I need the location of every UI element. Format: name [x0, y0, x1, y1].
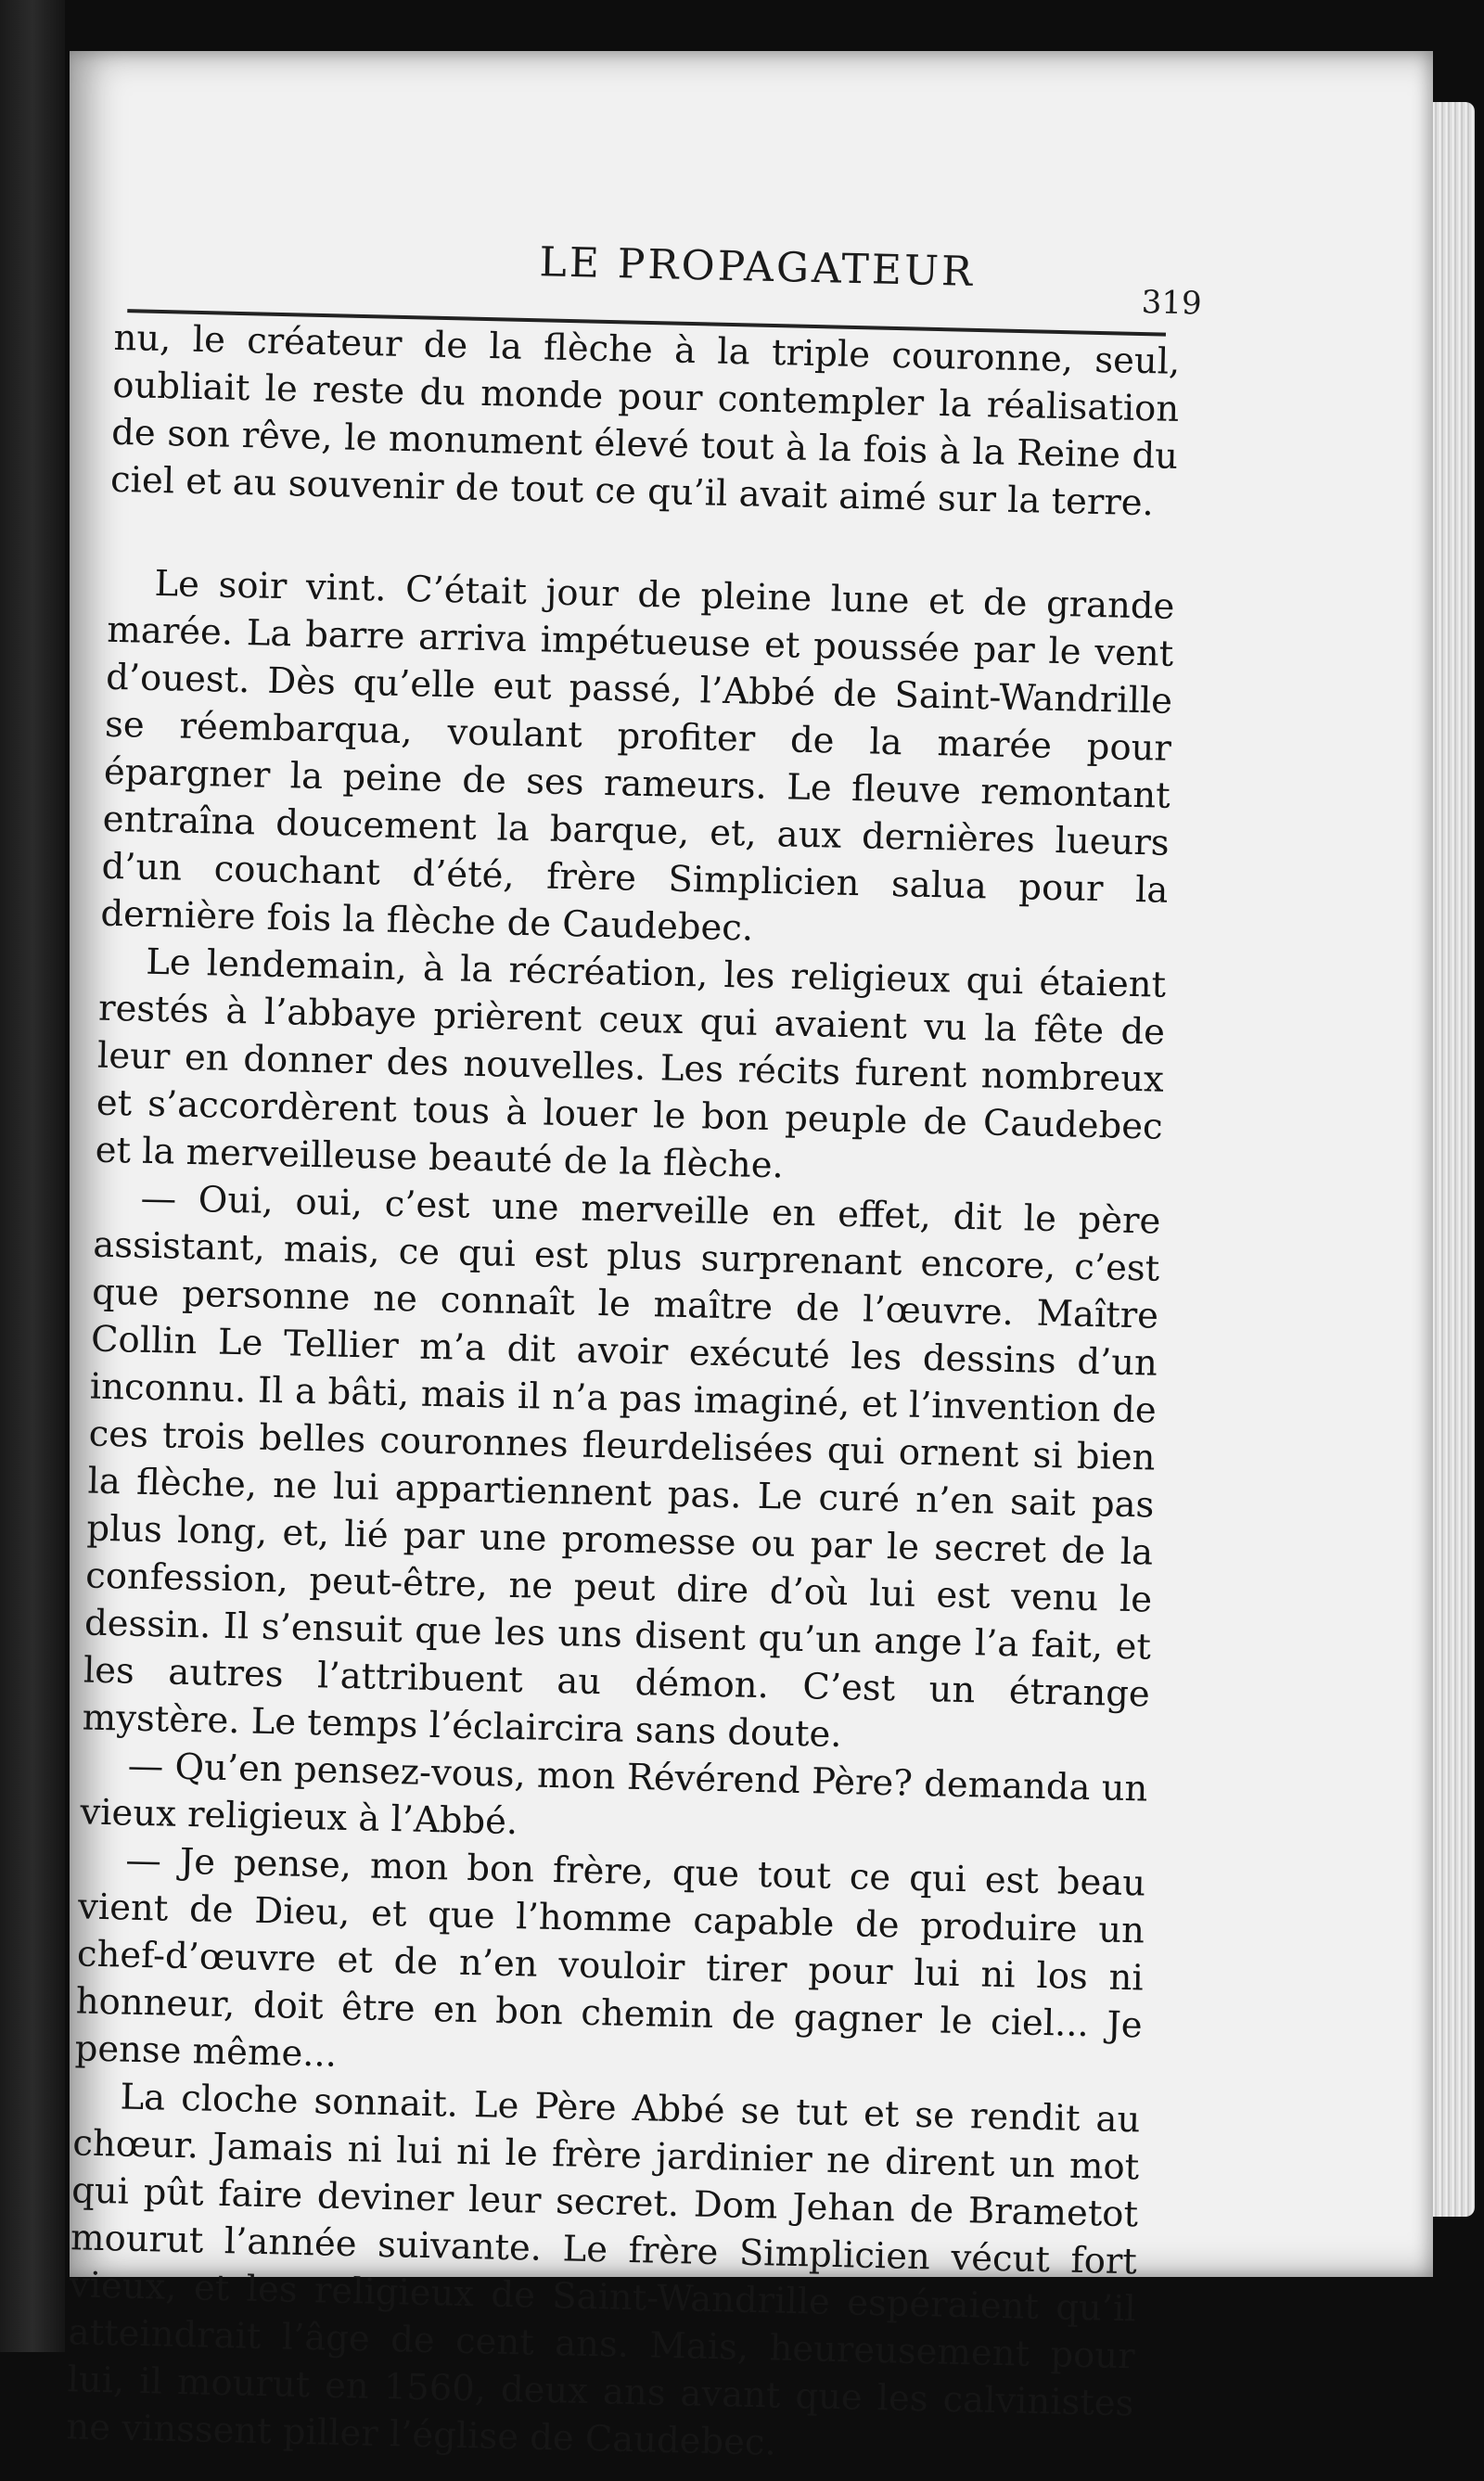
body-text — [66, 314, 1181, 2475]
paragraph-1: nu, le créateur de la flèche à la triple couronne, seul, oubliait le reste du monde pour contempler la réalisation de son rêve, le monument élevé tout à la fois à la Reine du ciel et au souvenir de tout ce qu’il avait aimé sur la terre. — [109, 316, 1181, 525]
paragraph-2: Le soir vint. C’était jour de pleine lune et de grande marée. La barre arriva impétueuse et poussée par le vent d’ouest. Dès qu’elle eut passé, l’Abbé de Saint-Wandrille se réembarqua, voulant profiter de la marée pour épargner la peine de ses rameurs. Le fleuve remontant entraîna doucement la barque, et, aux dernières lueurs d’un couchant d’été, frère Simplicien salua pour la dernière fois la flèche de Caudebec. — [100, 562, 1175, 950]
paragraph-5: — Qu’en pensez-vous, mon Révérend Père? demanda un vieux religieux à l’Abbé. — [80, 1745, 1148, 1844]
paragraph-3: Le lendemain, à la récréation, les religieux qui étaient restés à l’abbaye prièrent ceux qui avaient vu la fête de leur en donner des nouvelles. Les récits furent nombreux et s’accordèrent tous à louer le bon peuple de Caudebec et la merveilleuse beauté de la flèche. — [95, 940, 1167, 1187]
page-number: 319 — [1141, 283, 1203, 323]
paragraph-7: La cloche sonnait. Le Père Abbé se tut et se rendit au chœur. Jamais ni lui ni le frère jardinier ne dirent un mot qui pût faire deviner leur secret. Dom Jehan de Brametot mourut l’année suivante. Le frère Simplicien vécut fort vieux, et les religieux de Saint-Wandrille espéraient qu’il atteindrait l’âge de cent ans. Mais, heureusement pour lui, il mourut en 1560, deux ans avant que les calvinistes ne vinssent piller l’église de Caudebec. — [65, 2076, 1141, 2464]
running-head: LE PROPAGATEUR — [538, 238, 976, 296]
page-content — [26, 35, 1439, 2464]
paragraph-6: — Je pense, mon bon frère, que tout ce qui est beau vient de Dieu, et que l’homme capable de produire un chef-d’œuvre et de n’en vouloir tirer pour lui ni los ni honneur, doit être en bon chemin de gagner le ciel... Je pense même... — [74, 1839, 1146, 2076]
paragraph-4: — Oui, oui, c’est une merveille en effet, dit le père assistant, mais, ce qui est plus surprenant encore, c’est que personne ne connaît le maître de l’œuvre. Maître Collin Le Tellier m’a dit avoir exécuté les dessins d’un inconnu. Il a bâti, mais il n’a pas imaginé, et l’invention de ces trois belles couronnes fleurdelisées qui ornent si bien la flèche, ne lui appartiennent pas. Le curé n’en sait pas plus long, et, lié par une promesse ou par le secret de la confession, peut-être, ne peut dire d’où lui est venu le dessin. Il s’ensuit que les uns disent qu’un ange l’a fait, et les autres l’attribuent au démon. C’est un étrange mystère. Le temps l’éclaircira sans doute. — [82, 1177, 1161, 1757]
book-page — [65, 51, 1433, 2464]
